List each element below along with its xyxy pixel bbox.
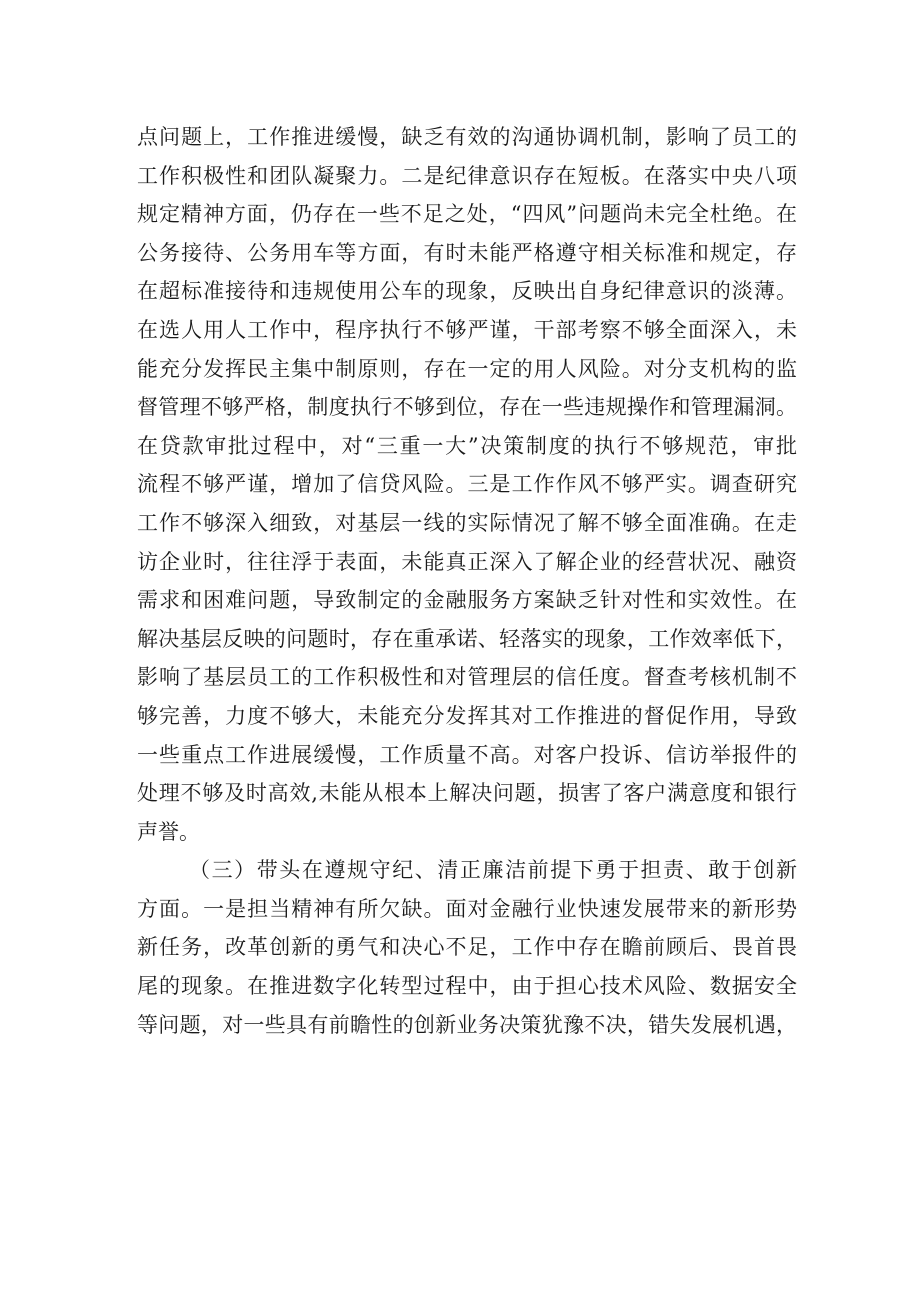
text-line: 在超标准接待和违规使用公车的现象，反映出自身纪律意识的淡薄。 [137, 279, 797, 304]
text-line: 新任务，改革创新的勇气和决心不足，工作中存在瞻前顾后、畏首畏 [137, 935, 797, 960]
text-line: 方面。一是担当精神有所欠缺。面对金融行业快速发展带来的新形势 [137, 896, 797, 921]
text-line: 影响了基层员工的工作积极性和对管理层的信任度。督查考核机制不 [137, 665, 797, 690]
text-line: 访企业时，往往浮于表面，未能真正深入了解企业的经营状况、融资 [137, 549, 797, 574]
document-body [137, 118, 797, 1044]
text-line: 点问题上，工作推进缓慢，缺乏有效的沟通协调机制，影响了员工的 [137, 125, 797, 149]
text-line: 处理不够及时高效,未能从根本上解决问题，损害了客户满意度和银行 [137, 781, 797, 806]
text-line: 尾的现象。在推进数字化转型过程中，由于担心技术风险、数据安全 [137, 974, 797, 999]
text-line: 工作积极性和团队凝聚力。二是纪律意识存在短板。在落实中央八项 [137, 163, 797, 188]
text-line: 在贷款审批过程中，对“三重一大”决策制度的执行不够规范，审批 [137, 433, 797, 458]
text-line: 在选人用人工作中，程序执行不够严谨，干部考察不够全面深入，未 [137, 317, 797, 342]
text-line: 督管理不够严格，制度执行不够到位，存在一些违规操作和管理漏洞。 [137, 395, 797, 420]
text-line: 等问题，对一些具有前瞻性的创新业务决策犹豫不决，错失发展机遇， [137, 1012, 797, 1037]
text-line-paragraph-end: 声誉。 [137, 819, 200, 844]
text-line: 工作不够深入细致，对基层一线的实际情况了解不够全面准确。在走 [137, 510, 797, 535]
text-line: 公务接待、公务用车等方面，有时未能严格遵守相关标准和规定，存 [137, 240, 797, 265]
text-line: 规定精神方面，仍存在一些不足之处，“四风”问题尚未完全杜绝。在 [137, 202, 797, 227]
text-line: 流程不够严谨，增加了信贷风险。三是工作作风不够严实。调查研究 [137, 472, 797, 497]
text-line: 够完善，力度不够大，未能充分发挥其对工作推进的督促作用，导致 [137, 703, 797, 728]
text-line: 需求和困难问题，导致制定的金融服务方案缺乏针对性和实效性。在 [137, 588, 797, 613]
section-heading-line: （三）带头在遵规守纪、清正廉洁前提下勇于担责、敢于创新 [189, 858, 797, 883]
text-line: 一些重点工作进展缓慢，工作质量不高。对客户投诉、信访举报件的 [137, 742, 797, 767]
text-line: 解决基层反映的问题时，存在重承诺、轻落实的现象，工作效率低下， [137, 626, 797, 651]
text-line: 能充分发挥民主集中制原则，存在一定的用人风险。对分支机构的监 [137, 356, 797, 381]
